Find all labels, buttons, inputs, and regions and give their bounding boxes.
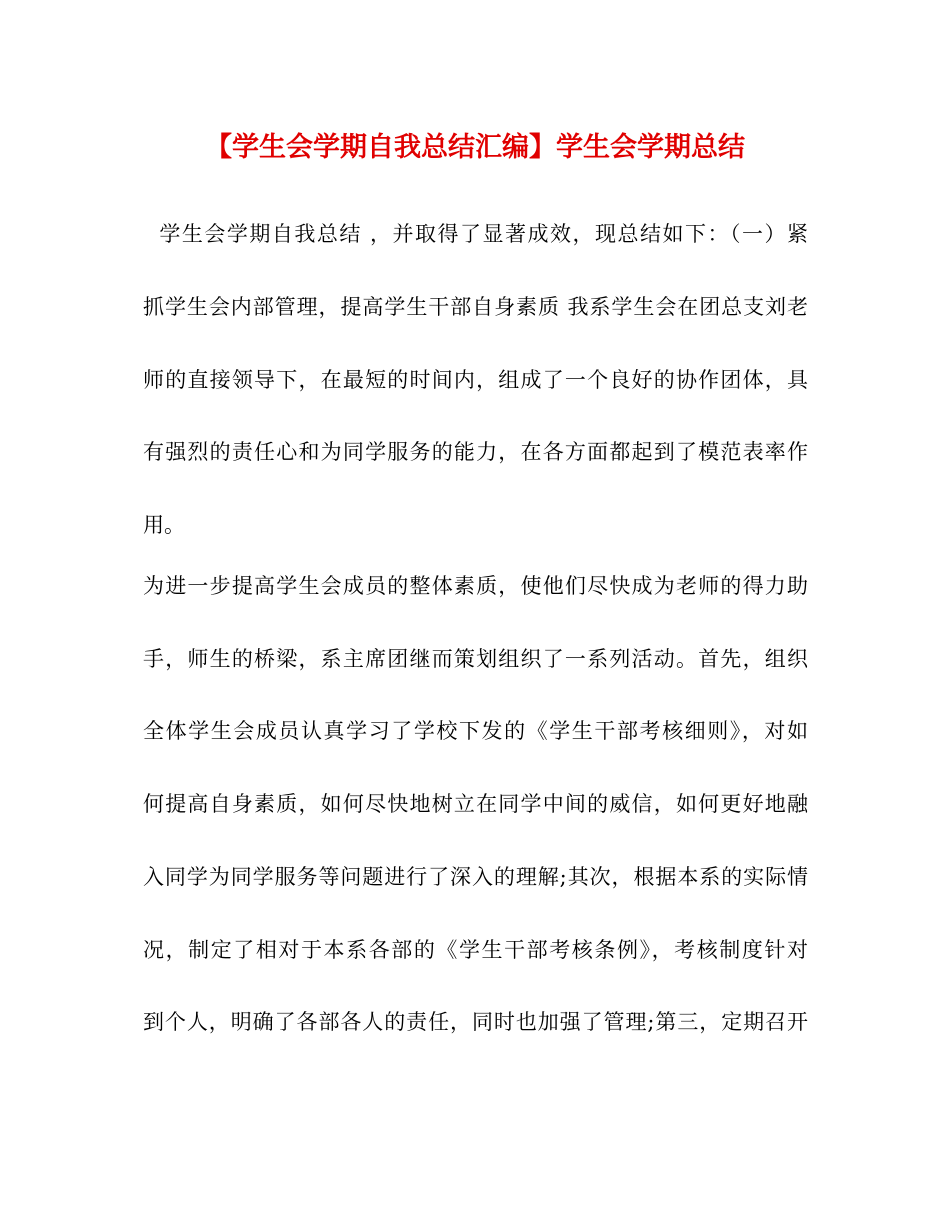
document-title: 【学生会学期自我总结汇编】学生会学期总结: [205, 132, 745, 163]
paragraph-line: 抓学生会内部管理，提高学生干部自身素质 我系学生会在团总支刘老: [143, 295, 808, 319]
paragraph-line: 用。: [143, 513, 185, 537]
paragraph-line: 入同学为同学服务等问题进行了深入的理解;其次，根据本系的实际情: [143, 865, 808, 889]
paragraph-line: 何提高自身素质，如何尽快地树立在同学中间的威信，如何更好地融: [143, 792, 808, 816]
paragraph-line: 全体学生会成员认真学习了学校下发的《学生干部考核细则》，对如: [143, 719, 808, 743]
paragraph-line: 有强烈的责任心和为同学服务的能力，在各方面都起到了模范表率作: [143, 440, 808, 464]
paragraph-line: 手，师生的桥梁，系主席团继而策划组织了一系列活动。首先，组织: [143, 647, 808, 671]
paragraph-line: 到个人，明确了各部各人的责任，同时也加强了管理;第三，定期召开: [143, 1010, 808, 1034]
paragraph-line: 学生会学期自我总结 ，并取得了显著成效，现总结如下：（一）紧: [143, 222, 808, 246]
paragraph-line: 师的直接领导下，在最短的时间内，组成了一个良好的协作团体，具: [143, 368, 808, 392]
paragraph-line: 况，制定了相对于本系各部的《学生干部考核条例》，考核制度针对: [143, 938, 808, 962]
paragraph-line: 为进一步提高学生会成员的整体素质，使他们尽快成为老师的得力助: [143, 574, 808, 598]
